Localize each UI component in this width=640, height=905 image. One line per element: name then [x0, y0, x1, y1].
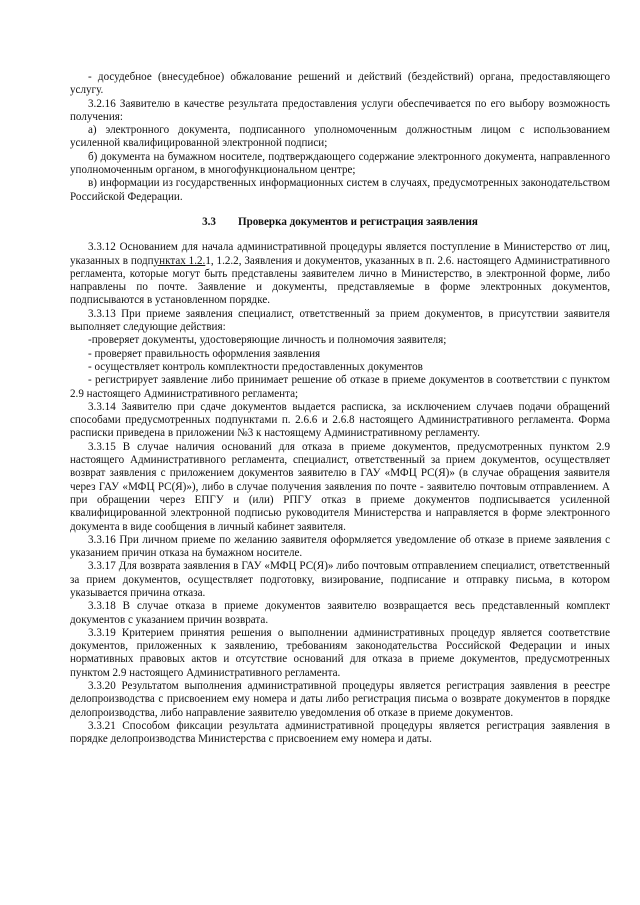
paragraph-option-b: б) документа на бумажном носителе, подтверждающего содержание электронного документа, направленного уполномоченным органом, в многофункциональном центре; [70, 150, 610, 177]
list-item-register: - регистрирует заявление либо принимает решение об отказе в приеме документов в соответствии с пунктом 2.9 настоящего Административного регламента; [70, 374, 610, 400]
paragraph-3-3-16: 3.3.16 При личном приеме по желанию заявителя оформляется уведомление об отказе в приеме заявления с указанием причин отказа на бумажном носителе. [70, 533, 610, 560]
paragraph-3-3-20: 3.3.20 Результатом выполнения административной процедуры является регистрация заявления в реестре делопроизводства с присвоением ему номера и даты либо регистрация письма о возврате документов в порядке делопроизводства, либо направление заявителю уведомления об отказе в приеме документов. [70, 680, 610, 719]
paragraph-option-c: в) информации из государственных информационных систем в случаях, предусмотренных законодательством Российской Федерации. [70, 177, 610, 203]
paragraph-3-3-17: 3.3.17 Для возврата заявления в ГАУ «МФЦ РС(Я)» либо почтовым отправлением специалист, ответственный за прием документов, осуществляет подготовку, визирование, подписание и отправку письма, в котором указывается причина отказа. [70, 560, 610, 599]
paragraph-3-2-16: 3.2.16 Заявителю в качестве результата предоставления услуги обеспечивается по его выбору возможность получения: [70, 97, 610, 123]
list-item-check-form: - проверяет правильность оформления заявления [88, 347, 321, 360]
paragraph-option-a: а) электронного документа, подписанного уполномоченным должностным лицом с использованием усиленной квалифицированной электронной подписи; [70, 124, 610, 150]
paragraph-3-3-21: 3.3.21 Способом фиксации результата административной процедуры является регистрация заявления в порядке делопроизводства Министерства с присвоением ему номера и даты. [70, 719, 610, 746]
section-heading [70, 216, 610, 229]
paragraph-3-3-18: 3.3.18 В случае отказа в приеме документов заявителю возвращается весь представленный комплект документов с указанием причин возврата. [70, 600, 610, 626]
paragraph-3-3-19: 3.3.19 Критерием принятия решения о выполнении административных процедур является соответствие документов, приложенных к заявлению, требованиям законодательства Российской Федерации и иных нормативных правовых актов и отсутствие оснований для отказа в приеме документов, предусмотренных пунктом 2.9 настоящего Административного регламента. [70, 626, 610, 679]
document-page [70, 71, 610, 747]
subclause-link[interactable]: унктах 1.2. [153, 254, 206, 267]
section-number: 3.3 [202, 215, 216, 228]
paragraph-3-3-12 [70, 241, 610, 307]
paragraph-pretrial-appeal: - досудебное (внесудебное) обжалование решений и действий (бездействий) органа, предоставляющего услугу. [70, 71, 610, 97]
paragraph-3-3-12-end: 1, 1.2.2, Заявления и документов, указанных в п. 2.6. настоящего Административного регламента, которые могут быть представлены заявителем лично в Министерство, в электронной форме, либо направлены по почте. Заявление и документы, представляемые в форме электронных документов, подписываются в установленном порядке. [70, 254, 610, 307]
paragraph-3-3-15: 3.3.15 В случае наличия оснований для отказа в приеме документов, предусмотренных пунктом 2.9 настоящего Административного регламента, специалист, ответственный за прием документов, осуществляет возврат заявления с приложением документов заявителю в ГАУ «МФЦ РС(Я)» (в случае обращения заявителя через ГАУ «МФЦ РС(Я)»), либо в случае получения заявления по почте - заявителю почтовым отправлением. А при обращении через ЕПГУ и (или) РПГУ отказ в приеме документов подписывается усиленной квалифицированной электронной подписью руководителя Министерства и направляется в форме электронного документа в виде сообщения в личный кабинет заявителя. [70, 440, 610, 533]
list-item-check-identity: -проверяет документы, удостоверяющие личность и полномочия заявителя; [88, 334, 447, 347]
paragraph-3-3-12-start: 3.3.12 Основанием для начала административной процедуры является поступление в Министерство от лиц, указанных в подп [70, 241, 610, 267]
paragraph-3-3-13: 3.3.13 При приеме заявления специалист, ответственный за прием документов, в присутствии заявителя выполняет следующие действия: [70, 307, 610, 334]
list-item-check-completeness: - осуществляет контроль комплектности предоставленных документов [88, 360, 423, 373]
paragraph-3-3-14: 3.3.14 Заявителю при сдаче документов выдается расписка, за исключением случаев подачи обращений способами предусмотренных подпунктами п. 2.6.6 и 2.6.8 настоящего Административного регламента. Форма расписки приведена в приложении №3 к настоящему Административному регламенту. [70, 400, 610, 440]
section-title: Проверка документов и регистрация заявления [237, 215, 478, 228]
